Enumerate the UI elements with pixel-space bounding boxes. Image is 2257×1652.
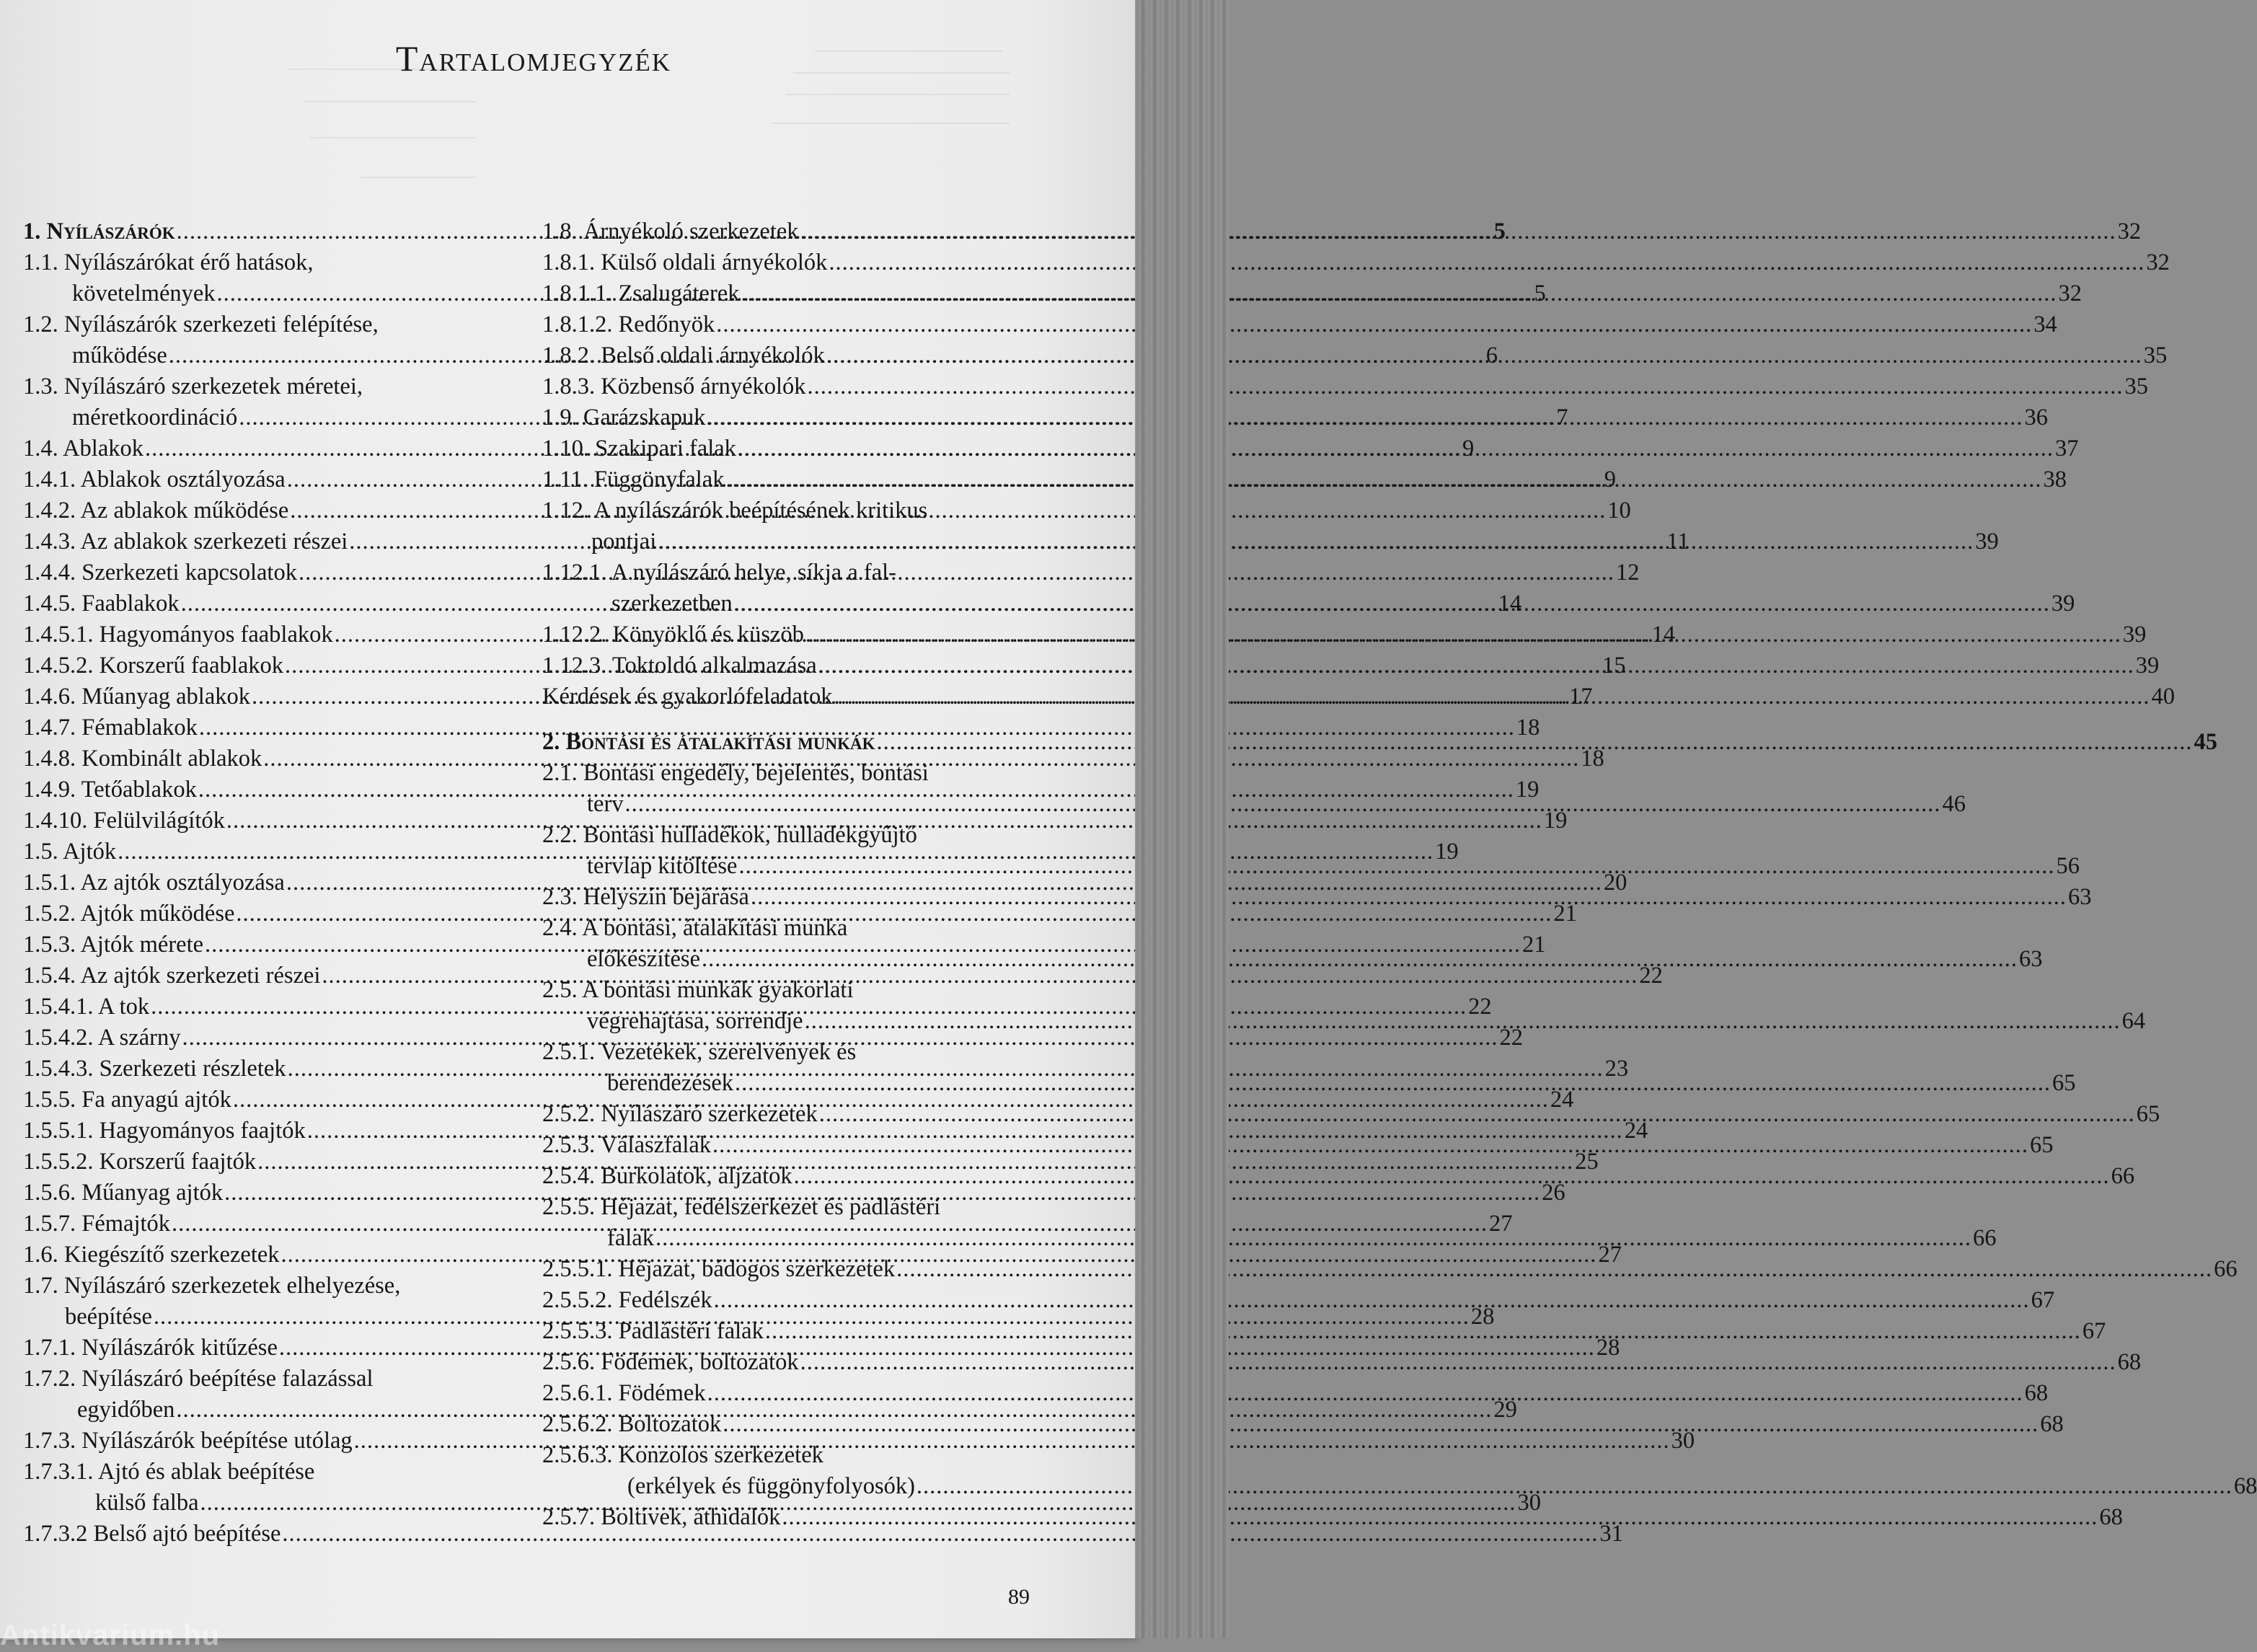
toc-entry-title: 1.12.1. A nyílászáró helye, síkja a fal- xyxy=(542,560,896,586)
toc-entry[interactable] xyxy=(542,402,2049,433)
toc-entry-page: 18 xyxy=(1516,715,1540,741)
toc-entry-page: 66 xyxy=(1972,1225,1997,1251)
toc-entry-page: 45 xyxy=(2194,729,2218,755)
toc-entry-title: 1.5.5.2. Korszerű faajtók xyxy=(23,1149,257,1175)
toc-entry-page: 24 xyxy=(1550,1087,1574,1113)
toc-entry-page: 19 xyxy=(1515,777,1540,803)
toc-entry[interactable] xyxy=(542,309,2057,340)
dot-leader xyxy=(723,1409,2039,1440)
toc-entry-page: 67 xyxy=(2031,1287,2055,1313)
toc-entry-title: 1.4.4. Szerkezeti kapcsolatok xyxy=(23,560,297,586)
toc-entry-page: 26 xyxy=(1542,1180,1565,1206)
toc-entry-title: 1.3. Nyílászáró szerkezetek méretei, xyxy=(23,374,363,399)
toc-entry-title: 1.4.10. Felülvilágítók xyxy=(23,808,225,834)
toc-entry-title: 2. Bontási és átalakítási munkák xyxy=(542,729,875,755)
toc-entry-title: (erkélyek és függönyfolyosók) xyxy=(627,1473,915,1499)
toc-entry-page: 10 xyxy=(1607,498,1631,524)
toc-entry[interactable] xyxy=(542,1378,2049,1409)
dot-leader xyxy=(751,882,2067,913)
toc-entry-title: 1.5.3. Ajtók mérete xyxy=(23,932,204,958)
toc-entry-title: 1.5.4.1. A tok xyxy=(23,994,150,1020)
dot-leader xyxy=(658,526,1974,557)
toc-entry-title: 2.5.6.2. Boltozatok xyxy=(542,1411,722,1437)
toc-entry-page: 39 xyxy=(1975,529,1999,555)
toc-entry-title: 1.5.4.3. Szerkezeti részletek xyxy=(23,1056,286,1082)
toc-entry-title: 1.4.5.1. Hagyományos faablakok xyxy=(23,622,333,648)
toc-entry-title: terv xyxy=(587,791,624,817)
toc-entry-page: 32 xyxy=(2058,281,2082,306)
dot-leader xyxy=(896,1254,2212,1285)
toc-entry-page: 68 xyxy=(2117,1349,2142,1375)
toc-entry-page: 63 xyxy=(2067,884,2092,910)
dot-leader xyxy=(794,1161,2110,1192)
toc-entry-page: 21 xyxy=(1553,901,1577,927)
toc-entry-page: 9 xyxy=(1604,467,1616,492)
toc-entry-title: 1.5.4. Az ajtók szerkezeti részei xyxy=(23,963,321,989)
toc-entry-title: 1.7. Nyílászáró szerkezetek elhelyezése, xyxy=(23,1273,401,1299)
toc-entry-title: 1.4.7. Fémablakok xyxy=(23,715,198,741)
dot-leader xyxy=(818,650,2134,681)
toc-entry-page: 18 xyxy=(1581,746,1604,772)
dot-leader xyxy=(800,1347,2116,1378)
dot-leader xyxy=(917,1471,2232,1502)
toc-entry-page: 68 xyxy=(2233,1473,2257,1499)
toc-entry-page: 34 xyxy=(2033,312,2057,337)
toc-entry-page: 22 xyxy=(1639,963,1663,989)
toc-entry-page: 35 xyxy=(2143,343,2168,368)
toc-entry-title: 1.12.3. Toktoldó alkalmazása xyxy=(542,653,817,679)
toc-entry-page: 9 xyxy=(1462,436,1475,461)
toc-entry-title: 1.7.3. Nyílászárók beépítése utólag xyxy=(23,1428,353,1454)
dot-leader xyxy=(826,340,2142,371)
toc-entry-title: falak xyxy=(607,1225,654,1251)
dot-leader xyxy=(800,216,2116,247)
toc-entry-page: 63 xyxy=(2019,946,2043,972)
dot-leader xyxy=(655,1223,1971,1254)
toc-entry-page: 28 xyxy=(1596,1335,1620,1361)
toc-entry-page: 31 xyxy=(1599,1521,1623,1547)
toc-entry-page: 68 xyxy=(2040,1411,2064,1437)
toc-entry-page: 14 xyxy=(1498,591,1522,617)
toc-entry-page: 32 xyxy=(2117,218,2142,244)
dot-leader xyxy=(725,464,2041,495)
toc-entry-title: működése xyxy=(72,343,167,368)
toc-entry-title: 1.4.3. Az ablakok szerkezeti részei xyxy=(23,529,348,555)
dot-leader xyxy=(741,278,2057,309)
dot-leader xyxy=(877,727,2193,758)
toc-entry-title: 1.8.2. Belső oldali árnyékolók xyxy=(542,343,825,368)
toc-entry-title: 1.4.1. Ablakok osztályozása xyxy=(23,467,286,492)
toc-entry-page: 17 xyxy=(1569,684,1593,710)
toc-entry-page: 28 xyxy=(1470,1304,1495,1330)
toc-entry-title: 2.5. A bontási munkák gyakorlati xyxy=(542,977,854,1003)
toc-entry-title: 2.5.1. Vezetékek, szerelvények és xyxy=(542,1039,857,1065)
toc-entry-page: 14 xyxy=(1651,622,1676,648)
toc-entry-title: 1.5.5. Fa anyagú ajtók xyxy=(23,1087,231,1113)
toc-entry[interactable] xyxy=(542,371,2149,402)
toc-entry-title: 1.8.1. Külső oldali árnyékolók xyxy=(542,249,828,275)
toc-entry-page: 19 xyxy=(1435,839,1459,865)
toc-entry-page: 39 xyxy=(2051,591,2075,617)
toc-entry-title: egyidőben xyxy=(77,1397,175,1423)
dot-leader xyxy=(782,1502,2098,1533)
toc-entry[interactable] xyxy=(542,464,2067,495)
toc-entry-page: 66 xyxy=(2111,1163,2135,1189)
toc-entry-page: 68 xyxy=(2099,1504,2123,1530)
dot-leader xyxy=(707,402,2023,433)
toc-entry-page: 5 xyxy=(1534,281,1546,306)
toc-entry-title: 1.7.2. Nyílászáró beépítése falazással xyxy=(23,1366,374,1392)
dot-leader xyxy=(738,851,2054,882)
toc-entry-page: 36 xyxy=(2024,405,2049,430)
toc-entry-title: 2.5.6. Födémek, boltozatok xyxy=(542,1349,799,1375)
toc-entry-title: 1.10. Szakipari falak xyxy=(542,436,736,461)
dot-leader xyxy=(805,619,2121,650)
toc-entry[interactable] xyxy=(23,1519,1623,1550)
toc-entry-page: 22 xyxy=(1499,1025,1523,1051)
toc-entry-title: 1.5.6. Műanyag ajtók xyxy=(23,1180,224,1206)
toc-entry-title: 1.4.9. Tetőablakok xyxy=(23,777,197,803)
toc-entry-title: 1.5.7. Fémajtók xyxy=(23,1211,171,1237)
dot-leader xyxy=(734,588,2050,619)
toc-entry-title: 1.7.1. Nyílászárók kitűzése xyxy=(23,1335,278,1361)
toc-entry-title: tervlap kitöltése xyxy=(587,853,738,879)
toc-entry-title: 1.4.8. Kombinált ablakok xyxy=(23,746,262,772)
toc-entry-title: előkészítése xyxy=(587,946,701,972)
toc-entry-title: 1.4.5. Faablakok xyxy=(23,591,180,617)
toc-entry-title: 1.8.3. Közbenső árnyékolók xyxy=(542,374,806,399)
toc-entry-title: 1.4. Ablakok xyxy=(23,436,144,461)
toc-entry-page: 68 xyxy=(2024,1380,2049,1406)
toc-entry-title: 2.4. A bontási, átalakítási munka xyxy=(542,915,848,941)
toc-entry-page: 38 xyxy=(2043,467,2067,492)
toc-entry-page: 30 xyxy=(1517,1490,1542,1516)
dot-leader xyxy=(738,433,2054,464)
dot-leader xyxy=(735,1068,2051,1099)
background-strip xyxy=(1135,0,1229,1638)
dot-leader xyxy=(707,1378,2023,1409)
toc-entry-title: 1.12. A nyílászárók beépítésének kritikus xyxy=(542,498,928,524)
toc-entry-page: 12 xyxy=(1615,560,1640,586)
toc-entry-title: 1.6. Kiegészítő szerkezetek xyxy=(23,1242,280,1268)
toc-entry-page: 67 xyxy=(2082,1318,2106,1344)
toc-entry-page: 29 xyxy=(1493,1397,1517,1423)
toc-entry-title: 2.5.5.2. Fedélszék xyxy=(542,1287,712,1313)
toc-entry-title: 1.5.4.2. A szárny xyxy=(23,1025,181,1051)
toc-entry-page: 39 xyxy=(2122,622,2147,648)
toc-entry-title: 1.2. Nyílászárók szerkezeti felépítése, xyxy=(23,312,379,337)
toc-entry-title: végrehajtása, sorrendje xyxy=(587,1008,803,1034)
toc-entry-page: 30 xyxy=(1671,1428,1695,1454)
toc-entry[interactable] xyxy=(542,433,2079,464)
toc-entry-page: 21 xyxy=(1522,932,1546,958)
toc-entry-title: 2.5.5. Héjazat, fedélszerkezet és padlástéri xyxy=(542,1194,941,1220)
dot-leader xyxy=(702,944,2018,975)
toc-entry-title: 1.12.2. Könyöklő és küszöb xyxy=(542,622,804,648)
toc-entry-title: 1.4.2. Az ablakok működése xyxy=(23,498,289,524)
dot-leader xyxy=(712,1130,2028,1161)
toc-entry-title: 1.9. Garázskapuk xyxy=(542,405,706,430)
toc-entry-page: 19 xyxy=(1543,808,1568,834)
toc-entry-page: 66 xyxy=(2214,1256,2238,1282)
toc-entry[interactable] xyxy=(542,247,2170,278)
toc-entry-title: 1.4.5.2. Korszerű faablakok xyxy=(23,653,283,679)
toc-entry-title: 1.4.6. Műanyag ablakok xyxy=(23,684,251,710)
page-title: Tartalomjegyzék xyxy=(395,38,672,79)
toc-entry-title: 2.5.5.3. Padlástéri falak xyxy=(542,1318,764,1344)
toc-entry-page: 40 xyxy=(2151,684,2175,710)
toc-entry-title: 1.8. Árnyékoló szerkezetek xyxy=(542,218,799,244)
toc-entry-title: 1.7.3.1. Ajtó és ablak beépítése xyxy=(23,1459,315,1485)
dot-leader xyxy=(716,309,2032,340)
toc-entry-title: 1.5. Ajtók xyxy=(23,839,117,865)
toc-entry-page: 27 xyxy=(1489,1211,1513,1237)
toc-entry-page: 27 xyxy=(1598,1242,1622,1268)
toc-entry-page: 6 xyxy=(1485,343,1498,368)
toc-entry-title: 1.5.2. Ajtók működése xyxy=(23,901,235,927)
toc-entry[interactable] xyxy=(542,1285,2055,1316)
toc-entry-page: 35 xyxy=(2124,374,2149,399)
page-number: 89 xyxy=(1008,1585,1030,1609)
toc-entry-title: 1.11. Függönyfalak xyxy=(542,467,725,492)
toc-entry-page: 22 xyxy=(1468,994,1492,1020)
toc-entry-page: 11 xyxy=(1666,529,1690,555)
toc-entry-title: berendezések xyxy=(607,1070,734,1096)
toc-entry-title: méretkoordináció xyxy=(72,405,238,430)
toc-entry-page: 65 xyxy=(2136,1101,2160,1127)
toc-entry-title: Kérdések és gyakorlófeladatok xyxy=(542,684,833,710)
toc-entry-title: 1.8.1.2. Redőnyök xyxy=(542,312,715,337)
dot-leader xyxy=(625,789,1941,820)
toc-entry-page: 15 xyxy=(1602,653,1626,679)
toc-entry-page: 65 xyxy=(2030,1132,2054,1158)
toc-entry-page: 65 xyxy=(2052,1070,2076,1096)
dot-leader xyxy=(834,681,2150,712)
toc-entry-page: 25 xyxy=(1575,1149,1599,1175)
toc-entry-title: 2.5.2. Nyílászáró szerkezetek xyxy=(542,1101,818,1127)
toc-entry-title: követelmények xyxy=(72,281,216,306)
dot-leader xyxy=(714,1285,2030,1316)
toc-entry-page: 20 xyxy=(1603,870,1627,896)
dot-leader xyxy=(805,1006,2121,1037)
toc-entry-title: 1.5.5.1. Hagyományos faajtók xyxy=(23,1118,306,1144)
toc-entry-title: pontjai xyxy=(591,529,657,555)
toc-entry-title: 2.5.3. Válaszfalak xyxy=(542,1132,712,1158)
toc-entry-page: 5 xyxy=(1493,218,1506,244)
toc-entry[interactable] xyxy=(542,216,2142,247)
toc-entry-title: 2.5.7. Boltívek, áthidalók xyxy=(542,1504,781,1530)
dot-leader xyxy=(808,371,2124,402)
toc-entry-title: 2.2. Bontási hulladékok, hulladékgyűjtő xyxy=(542,822,917,848)
toc-entry-page: 24 xyxy=(1624,1118,1648,1144)
toc-entry[interactable] xyxy=(542,1161,2135,1192)
toc-entry-title: 1.5.1. Az ajtók osztályozása xyxy=(23,870,285,896)
toc-entry-title: 1.7.3.2 Belső ajtó beépítése xyxy=(23,1521,281,1547)
toc-entry-title: 1. Nyílászárók xyxy=(23,218,175,244)
toc-entry[interactable] xyxy=(542,340,2168,371)
toc-entry-page: 64 xyxy=(2121,1008,2146,1034)
toc-entry-title: 2.5.6.3. Konzolos szerkezetek xyxy=(542,1442,823,1468)
toc-entry-title: 2.5.6.1. Födémek xyxy=(542,1380,706,1406)
toc-entry-title: 2.1. Bontási engedély, bejelentés, bontási xyxy=(542,760,929,786)
toc-entry-page: 37 xyxy=(2054,436,2079,461)
toc-entry-page: 23 xyxy=(1604,1056,1629,1082)
toc-entry[interactable] xyxy=(542,278,2082,309)
dot-leader xyxy=(765,1316,2081,1347)
toc-entry-title: szerkezetben xyxy=(611,591,733,617)
toc-entry-page: 56 xyxy=(2056,853,2080,879)
toc-entry-title: 1.8.1.1. Zsalugáterek xyxy=(542,281,740,306)
toc-entry-page: 32 xyxy=(2146,249,2170,275)
toc-entry-title: 2.5.4. Burkolatok, aljzatok xyxy=(542,1163,792,1189)
toc-entry-title: 1.1. Nyílászárókat érő hatások, xyxy=(23,249,314,275)
toc-entry-page: 7 xyxy=(1556,405,1568,430)
toc-entry-page: 39 xyxy=(2135,653,2160,679)
dot-leader xyxy=(819,1099,2135,1130)
toc-entry-title: beépítése xyxy=(65,1304,152,1330)
dot-leader xyxy=(829,247,2145,278)
toc-entry-title: 2.3. Helyszín bejárása xyxy=(542,884,749,910)
watermark: Antikvarium.hu xyxy=(0,1620,221,1651)
toc-entry-title: 2.5.5.1. Héjazat, bádogos szerkezetek xyxy=(542,1256,896,1282)
toc-entry-page: 46 xyxy=(1942,791,1966,817)
toc-entry-title: külső falba xyxy=(95,1490,199,1516)
